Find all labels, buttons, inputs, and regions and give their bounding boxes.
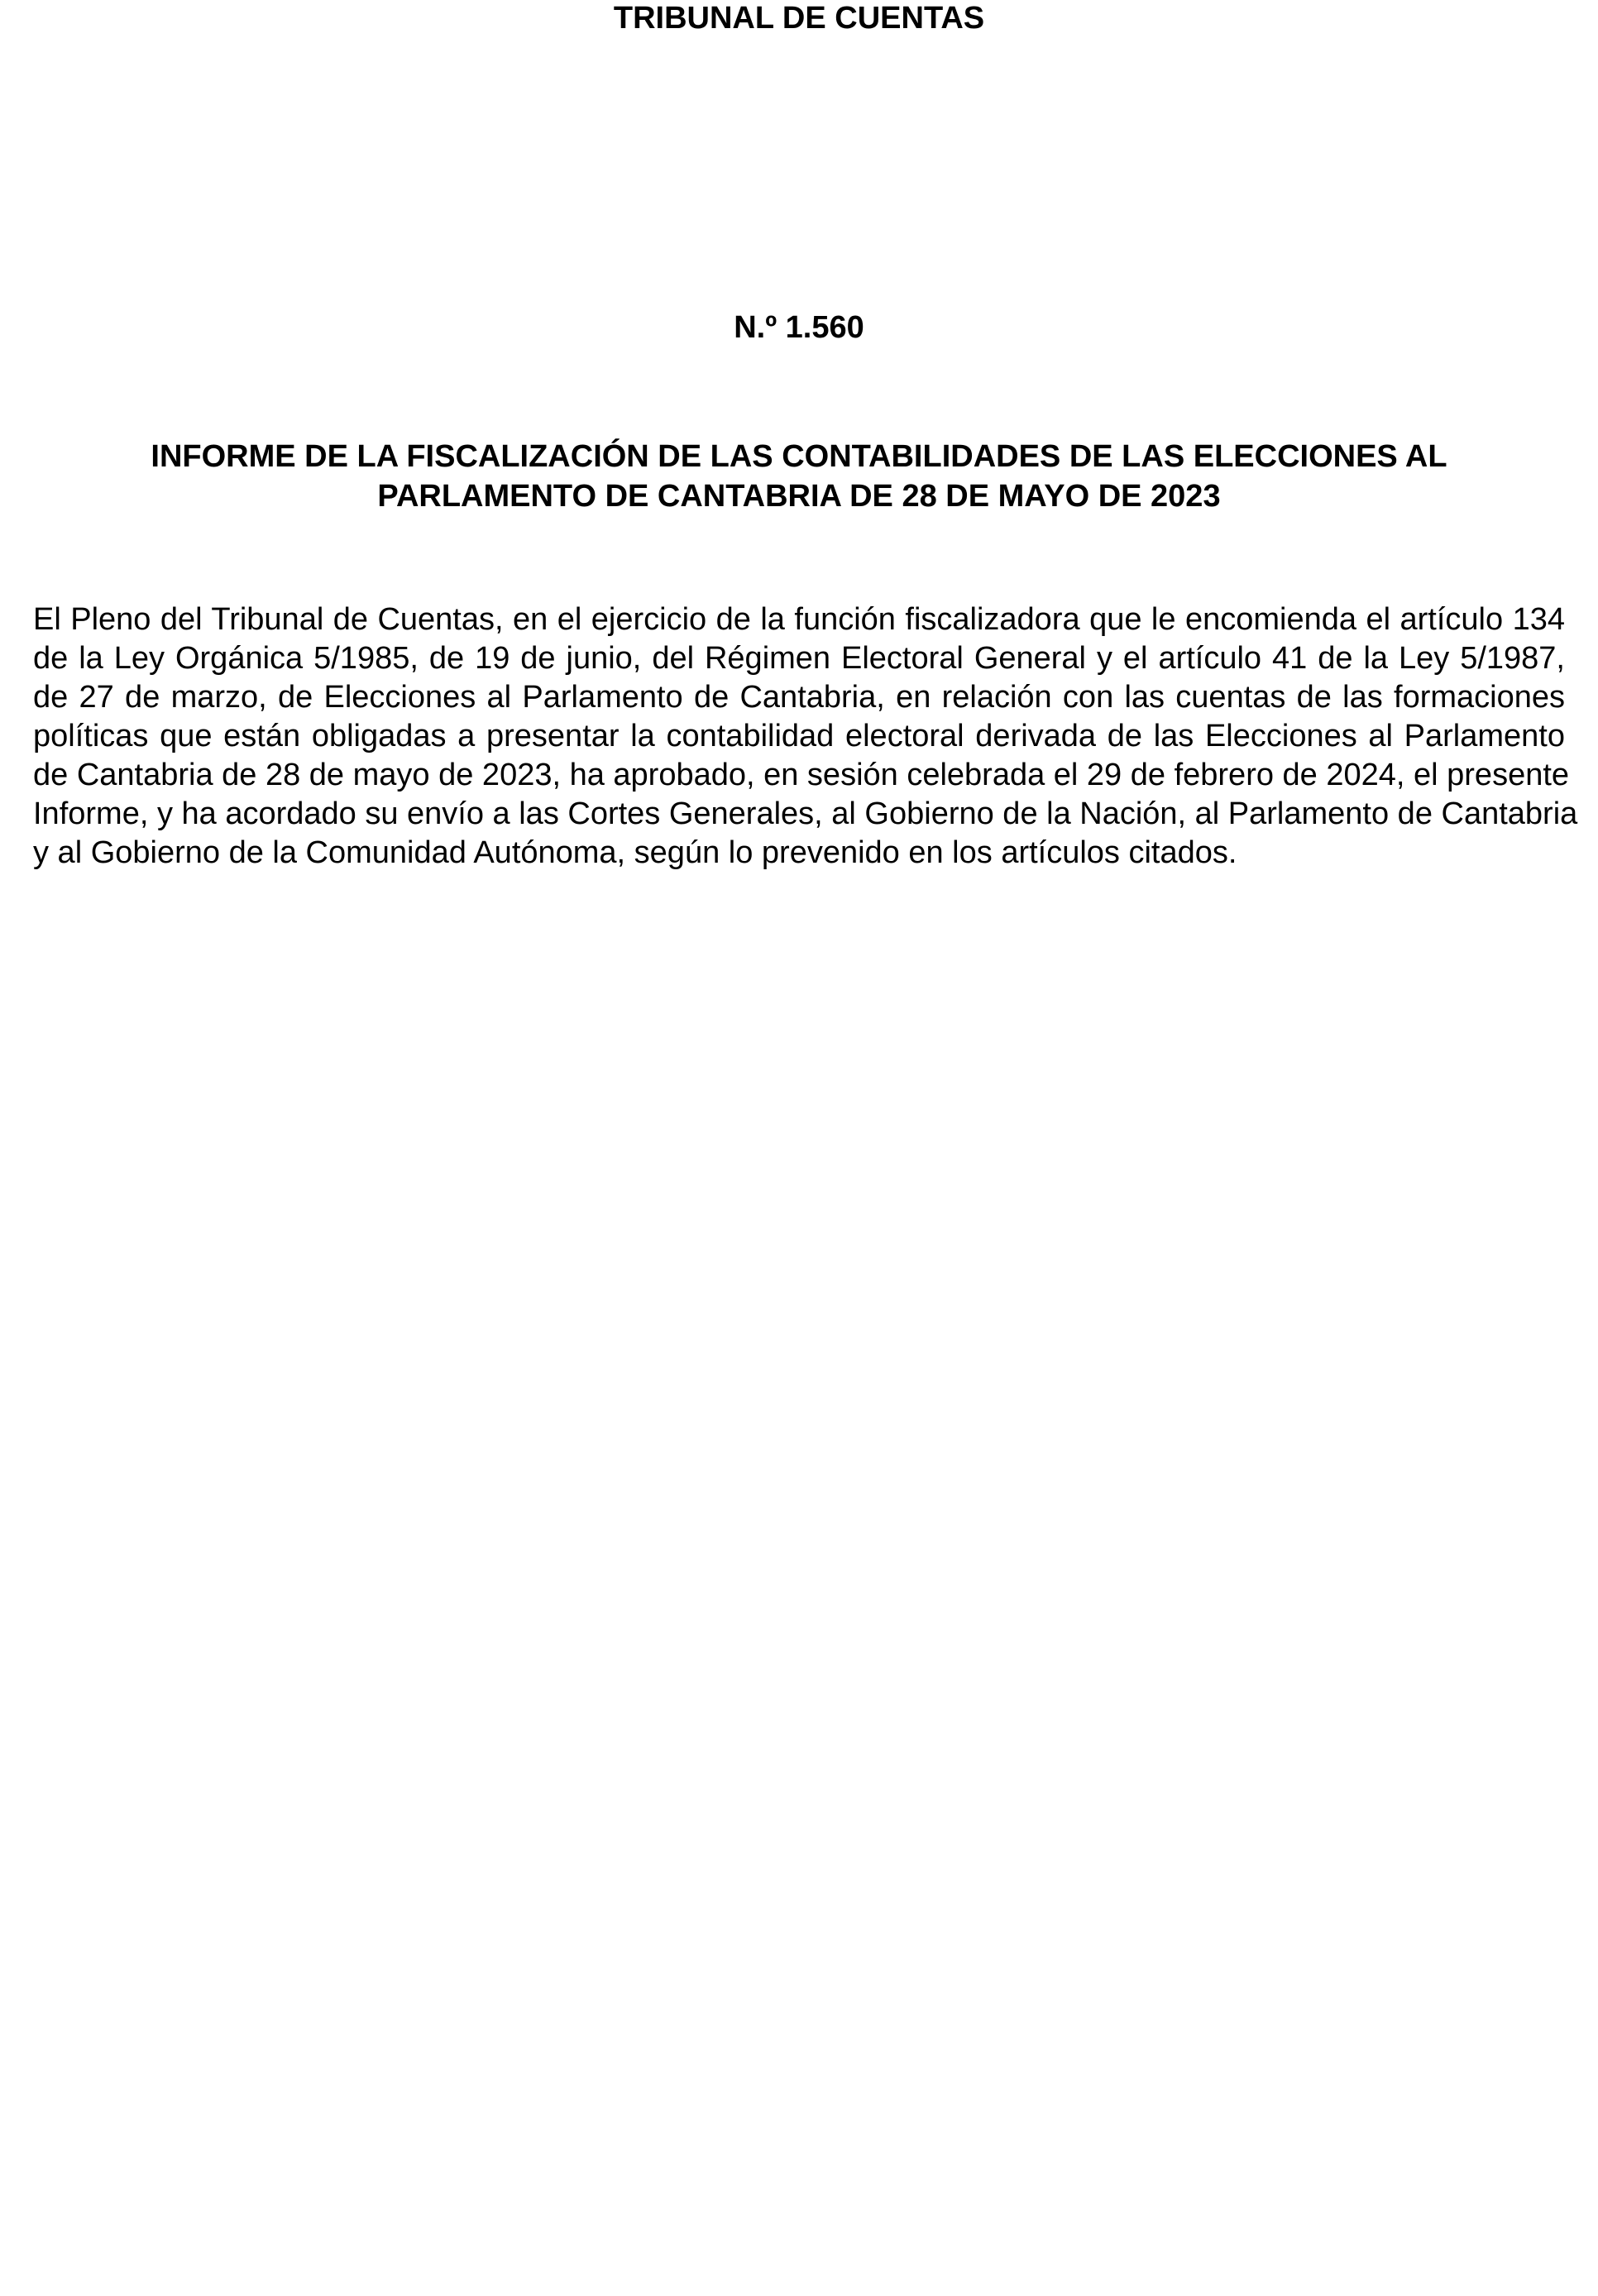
body-line: de la Ley Orgánica 5/1985, de 19 de junio, del Régimen Electoral General y el artículo 41 de la Ley 5/1987, [33, 641, 1565, 676]
body-line: políticas que están obligadas a presentar la contabilidad electoral derivada de las Elecciones al Parlamento [33, 719, 1565, 753]
report-title [99, 437, 1499, 516]
body-line: Informe, y ha acordado su envío a las Cortes Generales, al Gobierno de la Nación, al Parlamento de Cantabria [33, 796, 1578, 831]
body-line: de 27 de marzo, de Elecciones al Parlamento de Cantabria, en relación con las cuentas de las formaciones [33, 680, 1565, 715]
report-title-line: PARLAMENTO DE CANTABRIA DE 28 DE MAYO DE 2023 [377, 479, 1221, 514]
institution-heading: TRIBUNAL DE CUENTAS [613, 1, 985, 36]
body-line: de Cantabria de 28 de mayo de 2023, ha aprobado, en sesión celebrada el 29 de febrero de 2024, el presente [33, 758, 1570, 792]
report-number: N.º 1.560 [734, 310, 864, 345]
body-line: y al Gobierno de la Comunidad Autónoma, según lo prevenido en los artículos citados. [33, 835, 1237, 870]
report-title-line: INFORME DE LA FISCALIZACIÓN DE LAS CONTABILIDADES DE LAS ELECCIONES AL [151, 439, 1447, 474]
body-paragraph [33, 600, 1578, 873]
body-line: El Pleno del Tribunal de Cuentas, en el ejercicio de la función fiscalizadora que le encomienda el artículo 134 [33, 602, 1565, 637]
